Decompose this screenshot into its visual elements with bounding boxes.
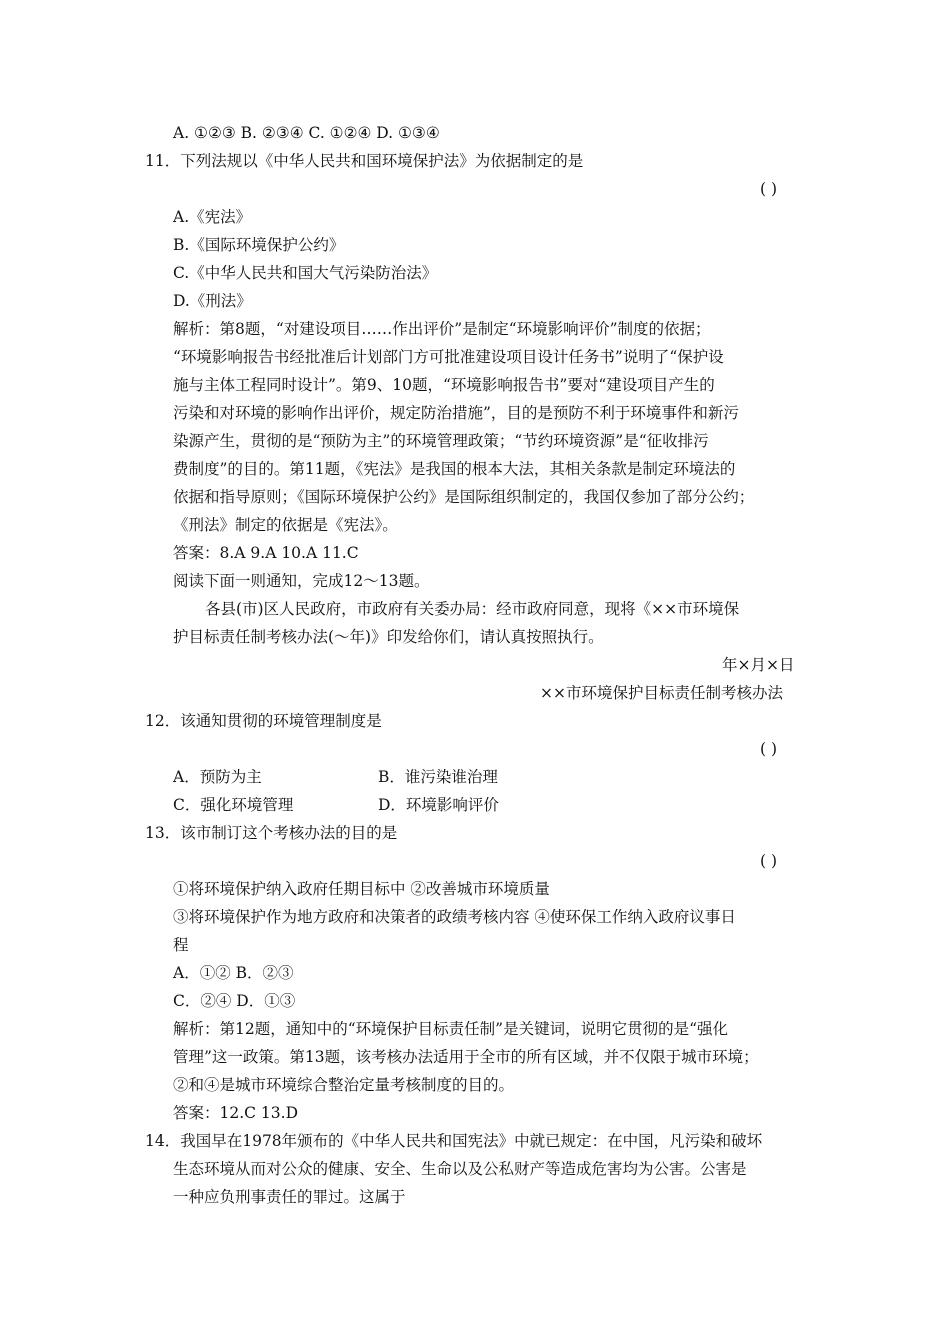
q11-option-b: B.《国际环境保护公约》 [173,236,345,254]
q14-stem: 14．我国早在1978年颁布的《中华人民共和国宪法》中就已规定：在中国，凡污染和破坏 [145,1132,763,1150]
q13-options: A．①② B．②③ [173,964,294,982]
answer-blank: ( ) [760,852,778,870]
q11-stem: 11．下列法规以《中华人民共和国环境保护法》为依据制定的是 [145,152,584,170]
q10-options: A. ①②③ B. ②③④ C. ①②④ D. ①③④ [173,124,440,142]
q11-option-c: C.《中华人民共和国大气污染防治法》 [173,264,438,282]
notice-date: 年×月×日 [722,656,795,674]
answer-line: 答案：8.A 9.A 10.A 11.C [173,544,359,562]
q12-option-d: D．环境影响评价 [378,796,499,814]
answer-line: 答案：12.C 13.D [173,1104,299,1122]
analysis-line: 解析：第12题，通知中的“环境保护目标责任制”是关键词，说明它贯彻的是“强化 [173,1020,728,1038]
notice-body: 各县(市)区人民政府，市政府有关委办局：经市政府同意，现将《××市环境保 [205,600,740,618]
q11-option-d: D.《刑法》 [173,292,252,310]
notice-attachment: ××市环境保护目标责任制考核办法 [540,684,783,702]
analysis-line: ②和④是城市环境综合整治定量考核制度的目的。 [173,1076,515,1094]
reading-intro: 阅读下面一则通知，完成12～13题。 [173,572,430,590]
q13-item: ①将环境保护纳入政府任期目标中 ②改善城市环境质量 [173,880,550,898]
q11-option-a: A.《宪法》 [173,208,252,226]
q13-item: ③将环境保护作为地方政府和决策者的政绩考核内容 ④使环保工作纳入政府议事日 [173,908,736,926]
q13-stem: 13．该市制订这个考核办法的目的是 [145,824,398,842]
analysis-line: 管理”这一政策。第13题，该考核办法适用于全市的所有区域，并不仅限于城市环境； [173,1048,759,1066]
q14-stem: 生态环境从而对公众的健康、安全、生命以及公私财产等造成危害均为公害。公害是 [173,1160,747,1178]
notice-body: 护目标责任制考核办法(～年)》印发给你们，请认真按照执行。 [173,628,604,646]
q12-stem: 12．该通知贯彻的环境管理制度是 [145,712,382,730]
analysis-line: 费制度”的目的。第11题，《宪法》是我国的根本大法，其相关条款是制定环境法的 [173,460,736,478]
analysis-line: 解析：第8题，“对建设项目……作出评价”是制定“环境影响评价”制度的依据； [173,320,711,338]
analysis-line: 依据和指导原则；《国际环境保护公约》是国际组织制定的，我国仅参加了部分公约； [173,488,755,506]
answer-blank: ( ) [760,180,778,198]
answer-blank: ( ) [760,740,778,758]
q12-option-a: A．预防为主 [173,768,262,786]
q12-option-c: C．强化环境管理 [173,796,294,814]
q13-options: C．②④ D．①③ [173,992,296,1010]
analysis-line: “环境影响报告书经批准后计划部门方可批准建设项目设计任务书”说明了“保护设 [173,348,724,366]
q12-option-b: B．谁污染谁治理 [378,768,498,786]
analysis-line: 污染和对环境的影响作出评价，规定防治措施”，目的是预防不利于环境事件和新污 [173,404,739,422]
analysis-line: 《刑法》制定的依据是《宪法》。 [173,516,398,534]
q14-stem: 一种应负刑事责任的罪过。这属于 [173,1188,406,1206]
q13-item: 程 [173,936,189,954]
analysis-line: 染源产生，贯彻的是“预防为主”的环境管理政策；“节约环境资源”是“征收排污 [173,432,709,450]
analysis-line: 施与主体工程同时设计”。第9、10题，“环境影响报告书”要对“建设项目产生的 [173,376,715,394]
